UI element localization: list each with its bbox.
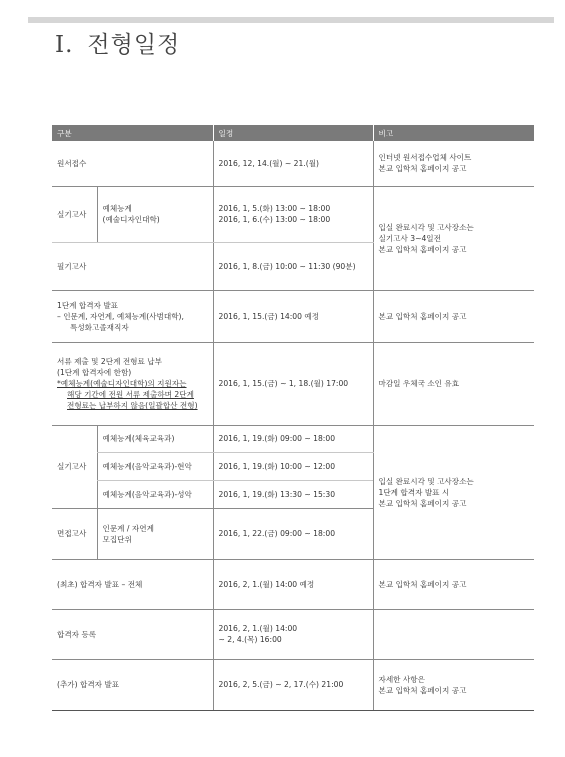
note-line: 본교 입학처 홈페이지 공고 <box>378 685 467 695</box>
note-line: 본교 입학처 홈페이지 공고 <box>378 244 467 254</box>
row-note <box>373 609 534 659</box>
section-title <box>55 26 180 59</box>
label-line: *예체능계(예술디자인대학)의 지원자는 <box>57 379 187 388</box>
header-schedule: 일정 <box>213 125 373 141</box>
note-line: 인터넷 원서접수업체 사이트 <box>378 153 472 163</box>
row-date: 2016, 1, 19.(화) 09:00 ~ 18:00 <box>213 425 373 452</box>
row-label: (최초) 합격자 발표 – 전체 <box>52 559 213 609</box>
note-line: 1단계 합격자 발표 시 <box>378 487 450 497</box>
table-row <box>52 141 534 186</box>
sublabel-line: 예체능계 <box>102 204 132 213</box>
row-label: 실기고사 <box>52 186 97 242</box>
sublabel-line: 인문계 / 자연계 <box>102 523 154 533</box>
note-line: 본교 입학처 홈페이지 공고 <box>378 498 467 508</box>
table-row <box>52 609 534 659</box>
date-line: 2016, 1, 5.(화) 13:00 ~ 18:00 <box>218 204 331 213</box>
row-note <box>373 186 534 290</box>
row-label: 원서접수 <box>52 141 213 186</box>
sublabel-line: (예술디자인대학) <box>102 215 160 224</box>
row-label: 면접고사 <box>52 508 97 559</box>
row-label <box>52 342 213 425</box>
note-line: 실기고사 3~4일전 <box>378 233 441 243</box>
label-line: 해당 기간에 전원 서류 제출하며 2단계 <box>67 390 194 399</box>
date-line: 2016, 1, 6.(수) 13:00 ~ 18:00 <box>218 215 331 224</box>
row-date: 2016, 1, 19.(화) 10:00 ~ 12:00 <box>213 452 373 480</box>
label-line: 서류 제출 및 2단계 전형료 납부 <box>57 357 162 366</box>
table-row <box>52 290 534 342</box>
header-remarks: 비고 <box>373 125 534 141</box>
row-note <box>373 659 534 710</box>
table-row <box>52 342 534 425</box>
note-line: 입실 완료시각 및 고사장소는 <box>378 222 474 232</box>
top-divider-bar <box>28 17 554 23</box>
note-line: 자세한 사항은 <box>378 674 425 684</box>
note-line: 본교 입학처 홈페이지 공고 <box>378 164 467 174</box>
row-sublabel: 예체능계(체육교육과) <box>97 425 213 452</box>
row-sublabel <box>97 186 213 242</box>
table-row <box>52 659 534 710</box>
row-date: 2016, 1, 15.(금) 14:00 예정 <box>213 290 373 342</box>
row-date: 2016, 1, 8.(금) 10:00 ~ 11:30 (90분) <box>213 242 373 290</box>
row-date: 2016, 2, 5.(금) ~ 2, 17.(수) 21:00 <box>213 659 373 710</box>
row-label: 필기고사 <box>52 242 213 290</box>
row-date: 2016, 2, 1.(월) 14:00 예정 <box>213 559 373 609</box>
row-date: 2016, 12, 14.(월) ~ 21.(월) <box>213 141 373 186</box>
label-line: – 인문계, 자연계, 예체능계(사범대학), <box>57 311 184 321</box>
section-number: Ⅰ. <box>55 32 74 58</box>
row-label: 합격자 등록 <box>52 609 213 659</box>
row-note: 마감일 우체국 소인 유효 <box>373 342 534 425</box>
row-label: 실기고사 <box>52 425 97 508</box>
row-note: 본교 입학처 홈페이지 공고 <box>373 290 534 342</box>
section-title-text: 전형일정 <box>87 32 181 58</box>
row-date: 2016, 1, 22.(금) 09:00 ~ 18:00 <box>213 508 373 559</box>
date-line: 2016, 2, 1.(월) 14:00 <box>218 624 298 633</box>
row-date <box>213 609 373 659</box>
header-category: 구분 <box>52 125 213 141</box>
note-line: 입실 완료시각 및 고사장소는 <box>378 476 474 486</box>
table-row <box>52 425 534 452</box>
row-note: 본교 입학처 홈페이지 공고 <box>373 559 534 609</box>
schedule-table <box>52 125 534 711</box>
row-label: (추가) 합격자 발표 <box>52 659 213 710</box>
label-line: 1단계 합격자 발표 <box>57 300 119 310</box>
table-row <box>52 186 534 242</box>
row-note <box>373 425 534 559</box>
table-header-row <box>52 125 534 141</box>
row-note <box>373 141 534 186</box>
row-label <box>52 290 213 342</box>
row-date: 2016, 1, 19.(화) 13:30 ~ 15:30 <box>213 480 373 508</box>
label-line: 전형료는 납부하지 않음(일괄합산 전형) <box>67 401 198 410</box>
label-line: (1단계 합격자에 한함) <box>57 368 132 377</box>
table-row <box>52 559 534 609</box>
row-date: 2016, 1, 15.(금) ~ 1, 18.(월) 17:00 <box>213 342 373 425</box>
date-line: ~ 2, 4.(목) 16:00 <box>218 635 282 644</box>
row-sublabel <box>97 508 213 559</box>
sublabel-line: 모집단위 <box>102 534 132 544</box>
row-sublabel: 예체능계(음악교육과)-현악 <box>97 452 213 480</box>
label-line: 특성화고졸재직자 <box>70 322 129 332</box>
row-sublabel: 예체능계(음악교육과)-성악 <box>97 480 213 508</box>
row-date <box>213 186 373 242</box>
